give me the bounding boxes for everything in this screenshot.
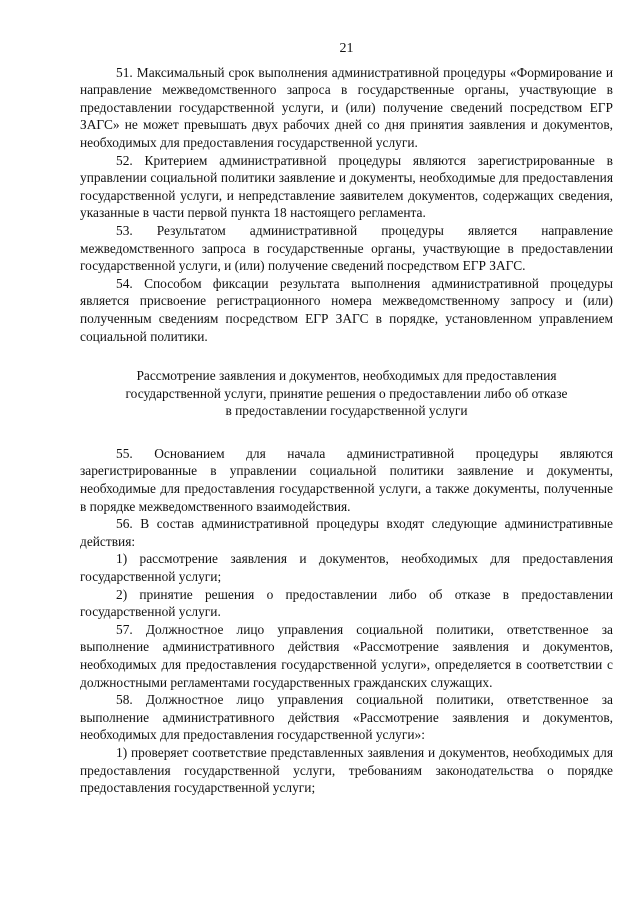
list-item-56-1: 1) рассмотрение заявления и документов, необходимых для предоставления государственной услуги; <box>80 551 613 585</box>
section-heading <box>80 367 613 420</box>
paragraph-58: 58. Должностное лицо управления социальной политики, ответственное за выполнение административного действия «Рассмотрение заявления и документов, необходимых для предоставления государственной услуги»: <box>80 692 613 743</box>
section-heading-line-3: в предоставлении государственной услуги <box>225 403 468 419</box>
paragraph-57: 57. Должностное лицо управления социальной политики, ответственное за выполнение административного действия «Рассмотрение заявления и документов, необходимых для предоставления государственной услуги», определяется в соответствии с должностными регламентами государственных гражданских служащих. <box>80 621 613 690</box>
paragraph-55: 55. Основанием для начала административной процедуры являются зарегистрированные в управлении социальной политики заявление и документы, необходимые для предоставления государственной услуги, а также документы, полученные в порядке межведомственного взаимодействия. <box>80 445 613 514</box>
section-heading-line-2: государственной услуги, принятие решения о предоставлении либо об отказе <box>125 385 568 401</box>
page-number: 21 <box>339 41 354 56</box>
paragraph-54: 54. Способом фиксации результата выполнения административной процедуры является присвоение регистрационного номера межведомственному запросу и (или) полученным сведениям посредством ЕГР ЗАГС в порядке, установленном управлением социальной политики. <box>80 275 613 344</box>
list-item-56-2: 2) принятие решения о предоставлении либо об отказе в предоставлении государственной услуги. <box>80 586 613 620</box>
list-item-58-1: 1) проверяет соответствие представленных заявления и документов, необходимых для предоставления государственной услуги, требованиям законодательства о порядке предоставления государственной услуги; <box>80 744 613 796</box>
paragraph-51: 51. Максимальный срок выполнения административной процедуры «Формирование и направление межведомственного запроса в государственные органы, участвующие в предоставлении государственной услуги, и (или) получение сведений посредством ЕГР ЗАГС» не может превышать двух рабочих дней со дня принятия заявления и документов, необходимых для предоставления государственной услуги. <box>80 64 613 150</box>
paragraph-52: 52. Критерием административной процедуры являются зарегистрированные в управлении социальной политики заявление и документы, необходимые для предоставления государственной услуги, и непредставление заявителем документов, содержащих сведения, указанные в части первой пункта 18 настоящего регламента. <box>80 152 613 221</box>
paragraph-53: 53. Результатом административной процедуры является направление межведомственного запроса в государственные органы, участвующие в предоставлении государственной услуги, и (или) получение сведений посредством ЕГР ЗАГС. <box>80 222 613 274</box>
document-page <box>80 40 613 797</box>
paragraph-56: 56. В состав административной процедуры входят следующие административные действия: <box>80 516 613 549</box>
section-heading-line-1: Рассмотрение заявления и документов, необходимых для предоставления <box>136 368 557 384</box>
